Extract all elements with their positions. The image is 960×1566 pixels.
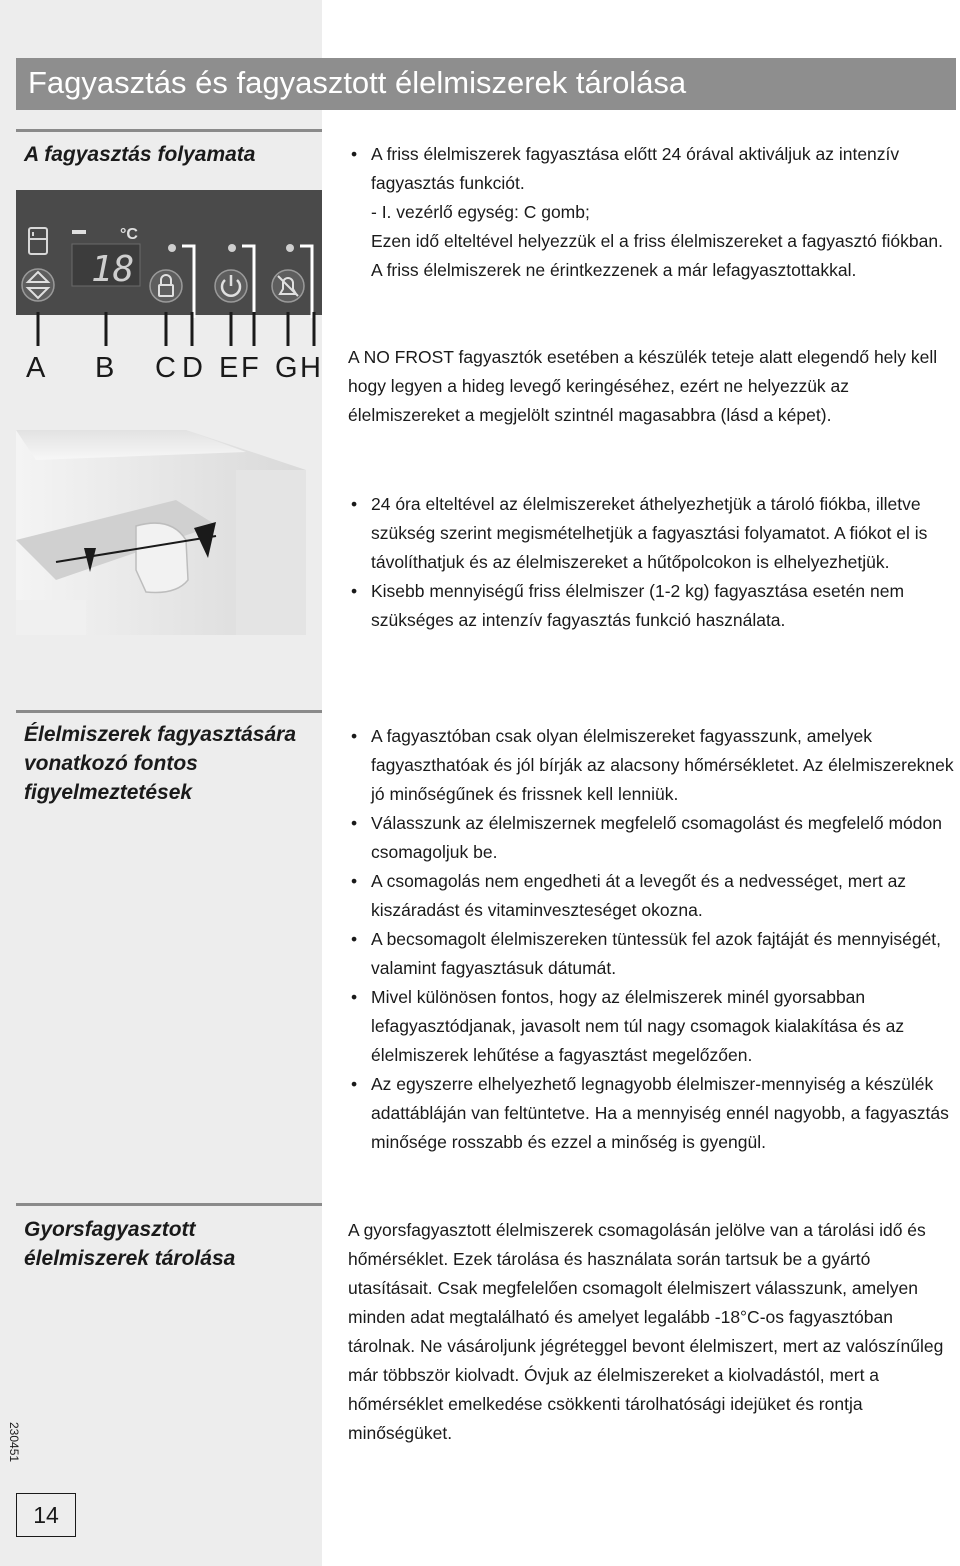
control-panel-illustration [16, 190, 322, 318]
list-item: • A becsomagolt élelmiszereken tüntessük fel azok fajtáját és mennyiségét, valamint fagyasztásuk dátumát. [348, 925, 954, 983]
power-icon [215, 270, 247, 302]
list-item: • Válasszunk az élelmiszernek megfelelő csomagolást és megfelelő módon csomagoljuk be. [348, 809, 954, 867]
list-item: • Mivel különösen fontos, hogy az élelmiszerek minél gyorsabban lefagyasztódjanak, javasolt nem túl nagy csomagok kialakítása és az élelmiszerek lehűtése a fagyasztást megelőzően. [348, 983, 954, 1070]
folyamat-text [348, 140, 954, 285]
list-item: • A fagyasztóban csak olyan élelmiszereket fagyasszunk, amelyek fagyaszthatóak és jól bírják az alacsony hőmérsékletet. Az élelmiszereknek jó minőségűnek és frissnek kell lenniük. [348, 722, 954, 809]
title-bar [16, 58, 956, 110]
control-panel-svg [16, 190, 322, 318]
section-heading-gyorsfagyasztott: Gyorsfagyasztott élelmiszerek tárolása [24, 1218, 236, 1270]
list-item: • Kisebb mennyiségű friss élelmiszer (1-2 kg) fagyasztása esetén nem szükséges az intenzív fagyasztás funkció használata. [348, 577, 954, 635]
leader-lines [16, 312, 322, 348]
section-rule-figyelmeztetesek [16, 710, 322, 713]
page-number: 14 [16, 1493, 76, 1537]
control-label-b: B [95, 352, 115, 384]
lock-icon [150, 270, 182, 302]
control-label-a: A [26, 352, 46, 384]
control-label-e: E [219, 352, 239, 384]
gyorsfagyasztott-paragraph: A gyorsfagyasztott élelmiszerek csomagolásán jelölve van a tárolási idő és hőmérséklet. Ezek tárolása és használata során tartsuk be a gyártó utasításait. Csak megfelelően csomagolt élelmiszert válasszunk, amelyen minden adat megtalálható és amelyet legalább -18°C-os fagyasztóban tárolnak. Ne vásároljunk jégréteggel bevont élelmiszert, mert az valószínűleg már többször kiolvadt. Óvjuk az élelmiszereket a kiolvadástól, mert a hőmérséklet emelkedése csökkenti tárolhatósági idejüket és rontja minőségüket. [348, 1220, 944, 1443]
section-heading-figyelmeztetesek: Élelmiszerek fagyasztására vonatkozó fontos figyelmeztetések [24, 723, 297, 804]
control-label-g: G [275, 352, 298, 384]
page-title: Fagyasztás és fagyasztott élelmiszerek tárolása [28, 65, 687, 100]
control-label-d: D [182, 352, 203, 384]
celsius-icon: °C [120, 226, 138, 243]
up-down-arrows-icon [22, 269, 54, 301]
list-item: • 24 óra elteltével az élelmiszereket áthelyezhetjük a tároló fiókba, illetve szükség szerint megismételhetjük a fagyasztási folyamatot. A fiókot el is távolíthatjuk és az élelmiszereket a hűtőpolcokon is elhelyezhetjük. [348, 490, 954, 577]
list-item: • Az egyszerre elhelyezhető legnagyobb élelmiszer-mennyiség a készülék adattábláján van feltüntetve. Ha a mennyiség ennél nagyobb, a fagyasztás minősége rosszabb és ezzel a minőség is gyengül. [348, 1070, 954, 1157]
nofrost-paragraph: A NO FROST fagyasztók esetében a készülék teteje alatt elegendő hely kell hogy legyen a hideg levegő keringéséhez, ezért ne helyezzük az élelmiszereket a megjelölt szintnél magasabbra (lásd a képet). [348, 347, 938, 425]
freezer-photo-svg [16, 430, 322, 635]
control-label-h: H [300, 352, 321, 384]
control-labels [16, 345, 322, 391]
list-item: • A friss élelmiszerek fagyasztása előtt 24 órával aktiváljuk az intenzív fagyasztás funkciót. [348, 140, 954, 198]
side-code: 230451 [7, 1422, 21, 1463]
list-item: • A csomagolás nem engedheti át a levegőt és a nedvességet, mert az kiszáradást és vitaminveszteséget okozna. [348, 867, 954, 925]
section-rule-folyamat [16, 129, 322, 132]
section-heading-folyamat: A fagyasztás folyamata [24, 143, 256, 166]
control-label-c: C [155, 352, 176, 384]
display-value: 18 [91, 249, 135, 290]
control-label-f: F [241, 352, 259, 384]
figyelmeztetesek-list [348, 722, 954, 1157]
list-item-cont: Ezen idő elteltével helyezzük el a friss élelmiszereket a fagyasztó fiókban. A friss élelmiszerek ne érintkezzenek a már lefagyasztottakkal. [371, 231, 943, 280]
freezer-level-illustration [16, 430, 322, 635]
list-item-cont: - I. vezérlő egység: C gomb; [371, 202, 590, 222]
alarm-bell-icon [272, 270, 304, 302]
folyamat-list-2 [348, 490, 954, 635]
section-rule-gyorsfagyasztott [16, 1203, 322, 1206]
